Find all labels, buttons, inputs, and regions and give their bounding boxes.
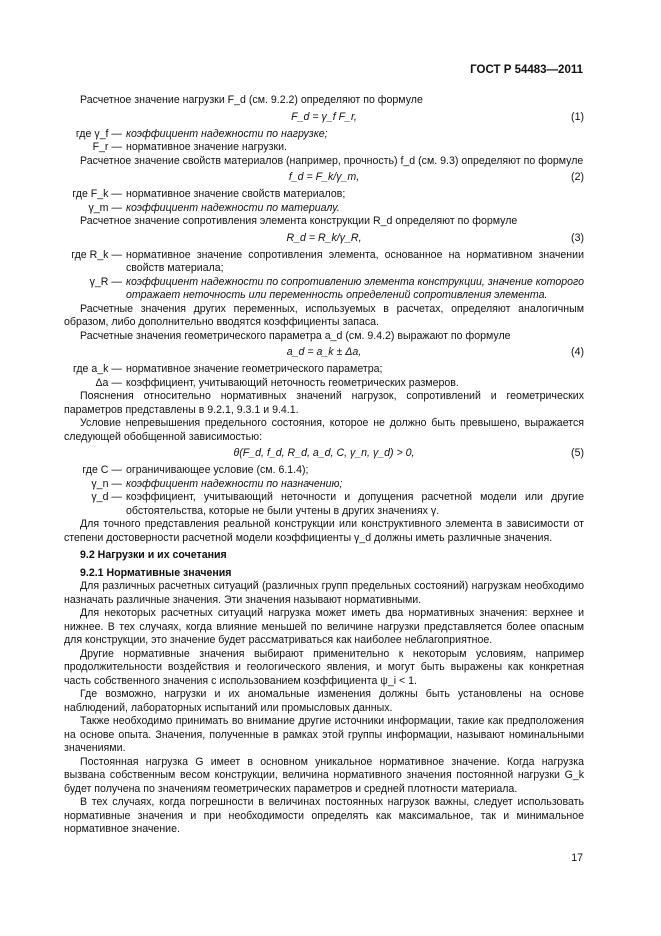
- formula-number: (5): [571, 447, 584, 459]
- definition-text: нормативное значение сопротивления элемента, основанное на нормативном значении свойств материала;: [126, 248, 584, 274]
- definition-text: коэффициент, учитывающий неточность геометрических размеров.: [126, 376, 459, 389]
- paragraph: Для некоторых расчетных ситуаций нагрузка может иметь два нормативных значения: верхнее и нижнее. В тех случаях, когда влияние меньшей по величине нагрузки представляется более опасным для конструкции, это значение будет рассматриваться как наиболее неблагоприятное.: [64, 607, 584, 646]
- paragraph: Где возможно, нагрузки и их аномальные изменения должны быть установлены на основе наблюдений, лабораторных испытаний или промысловых данных.: [64, 688, 584, 714]
- paragraph: Другие нормативные значения выбирают применительно к некоторым условиям, например продолжительности воздействия и геологического явления, и могут быть выражены как конкретная часть собственного значения с использованием коэффициента ψ_i < 1.: [64, 647, 584, 687]
- definition-symbol: γ_n —: [91, 477, 122, 490]
- definition-row: [64, 141, 584, 155]
- paragraph: Также необходимо принимать во внимание другие источники информации, такие как предположения на основе опыта. Значения, полученные в рамках этой группы информации, называют номинальными значениями.: [64, 715, 584, 754]
- definition-symbol: где F_k —: [72, 188, 122, 200]
- definition-row: [64, 202, 584, 216]
- definition-text: коэффициент надежности по назначению;: [126, 477, 343, 490]
- definition-symbol: где R_k —: [71, 248, 122, 261]
- formula-expression: a_d = a_k ± Δa,: [286, 346, 362, 358]
- definition-symbol: γ_d —: [91, 491, 122, 503]
- page-number: 17: [571, 852, 583, 864]
- definition-row: [64, 377, 584, 391]
- definition-row: [64, 363, 584, 377]
- formula-1: [64, 111, 584, 125]
- definition-row: [64, 276, 584, 303]
- definition-symbol: γ_R —: [89, 275, 122, 288]
- definition-row: [64, 491, 584, 518]
- paragraph: Пояснения относительно нормативных значений нагрузок, сопротивлений и геометрических параметров представлены в 9.2.1, 9.3.1 и 9.4.1.: [64, 390, 584, 416]
- formula-3: [64, 232, 584, 246]
- formula-2: [64, 171, 584, 185]
- formula-4: [64, 346, 584, 360]
- definition-symbol: Δa —: [95, 376, 122, 389]
- paragraph: Постоянная нагрузка G имеет в основном уникальное нормативное значение. Когда нагрузка вызвана собственным весом конструкции, величина нормативного значения постоянной нагрузки G_k будет получена по значениям геометрических параметров и средней плотности материала.: [64, 755, 584, 795]
- formula-expression: F_d = γ_f F_r,: [291, 110, 357, 123]
- document-header: ГОСТ Р 54483—2011: [470, 64, 583, 76]
- formula-5: [64, 447, 584, 461]
- paragraph: Расчетные значения геометрического параметра a_d (см. 9.4.2) выражают по формуле: [80, 329, 511, 342]
- definition-symbol: γ_m —: [88, 201, 122, 214]
- definition-symbol: F_r —: [92, 141, 122, 153]
- paragraph: В тех случаях, когда погрешности в величинах постоянных нагрузок важны, следует использовать нормативные значения и при необходимости определять как максимальное, так и минимальное нормативное значение.: [64, 796, 584, 835]
- definition-row: [64, 464, 584, 478]
- paragraph: Для точного представления реальной конструкции или конструктивного элемента в зависимости от степени достоверности расчетной модели коэффициенты γ_d должны иметь различные значения.: [64, 518, 584, 544]
- definition-row: [64, 128, 584, 142]
- definition-text: коэффициент надежности по материалу.: [126, 201, 340, 214]
- formula-expression: f_d = F_k/γ_m,: [288, 171, 360, 183]
- definition-text: коэффициент надежности по нагрузке;: [126, 127, 328, 140]
- definition-text: нормативное значение свойств материалов;: [126, 188, 346, 200]
- definition-symbol: где γ_f —: [75, 127, 122, 140]
- formula-expression: θ(F_d, f_d, R_d, a_d, C, γ_n, γ_d) > 0,: [233, 447, 415, 459]
- definition-symbol: где C —: [82, 464, 122, 476]
- formula-expression: R_d = R_k/γ_R,: [286, 231, 362, 244]
- formula-number: (3): [571, 231, 584, 244]
- definition-symbol: где a_k —: [72, 363, 122, 375]
- section-heading: 9.2 Нагрузки и их сочетания: [80, 549, 227, 561]
- paragraph: Для различных расчетных ситуаций (различных групп предельных состояний) нагрузкам необходимо назначать различные значения. Эти значения называют нормативными.: [64, 580, 584, 606]
- definition-text: коэффициент, учитывающий неточности и допущения расчетной модели или другие обстоятельства, которые не были учтены в других значениях γ.: [126, 491, 584, 517]
- definition-text: коэффициент надежности по сопротивлению элемента конструкции, значение которого отражает неточность или переменность определений сопротивления элемента.: [126, 275, 584, 301]
- definition-row: [64, 478, 584, 492]
- formula-number: (4): [571, 346, 584, 358]
- formula-number: (1): [571, 110, 584, 123]
- page-content: [64, 94, 584, 837]
- definition-text: ограничивающее условие (см. 6.1.4);: [126, 464, 309, 476]
- definition-text: нормативное значение нагрузки.: [126, 141, 287, 153]
- paragraph: Расчетное значение нагрузки F_d (см. 9.2.2) определяют по формуле: [80, 94, 423, 106]
- paragraph: Расчетные значения других переменных, используемых в расчетах, определяют аналогичным образом, либо дополнительно вводятся коэффициенты запаса.: [64, 302, 584, 328]
- definition-text: нормативное значение геометрического параметра;: [126, 363, 383, 375]
- paragraph: Расчетное значение свойств материалов (например, прочность) f_d (см. 9.3) определяют по формуле: [80, 154, 584, 167]
- formula-number: (2): [571, 171, 584, 183]
- paragraph: Расчетное значение сопротивления элемента конструкции R_d определяют по формуле: [80, 215, 518, 227]
- paragraph: Условие непревышения предельного состояния, которое не должно быть превышено, выражается следующей обобщенной зависимостью:: [64, 417, 584, 443]
- subsection-heading: 9.2.1 Нормативные значения: [80, 566, 232, 579]
- definition-row: [64, 249, 584, 276]
- definition-row: [64, 188, 584, 202]
